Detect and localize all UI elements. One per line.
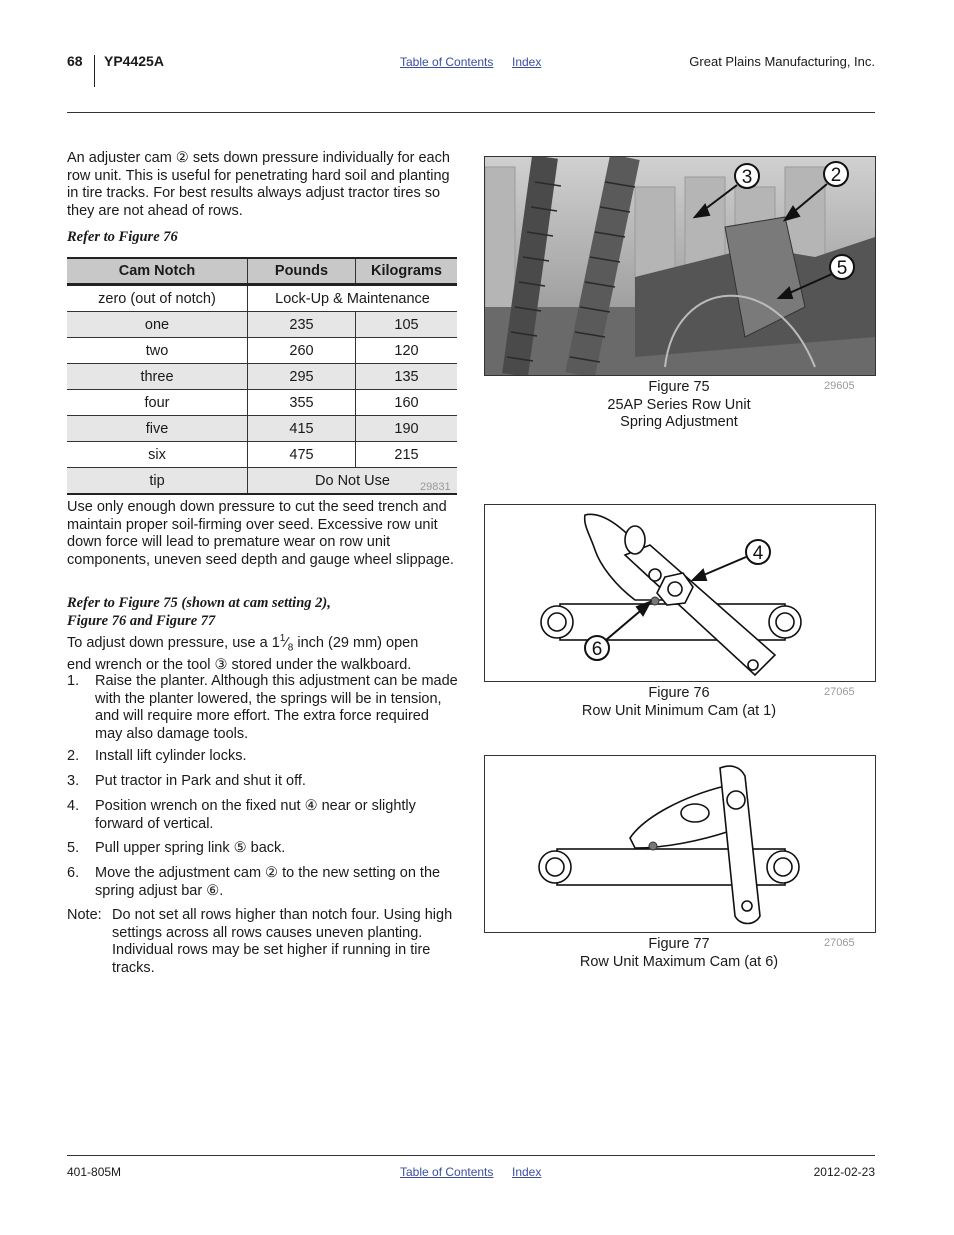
callout-4: 4: [752, 543, 764, 564]
callout-5: 5: [836, 258, 848, 279]
figure-76-image-number: 27065: [824, 686, 855, 698]
document-number: 401-805M: [67, 1165, 122, 1179]
intro-paragraph: An adjuster cam ② sets down pressure individually for each row unit. This is useful for penetrating hard soil and planting in tire tracks. For best results always adjust tractor tires so they are not ahead of rows.: [67, 150, 450, 219]
header-divider: [94, 55, 95, 87]
row-unit-photo: [485, 157, 875, 375]
table-row: [67, 468, 457, 495]
maximum-cam-drawing: [485, 756, 875, 932]
company-name: Great Plains Manufacturing, Inc.: [689, 54, 875, 69]
col-header-pounds: Pounds: [248, 258, 356, 285]
page-number: 68: [67, 53, 83, 69]
minimum-cam-drawing: [485, 505, 875, 681]
figure-76-drawing: [484, 504, 876, 682]
cell-kg: 160: [356, 390, 458, 416]
col-header-kilograms: Kilograms: [356, 258, 458, 285]
intro-figure-reference: Refer to Figure 76: [67, 229, 178, 245]
cell-notch: one: [67, 312, 248, 338]
note: Note: Do not set all rows higher than notch four. Using high settings across all rows causes uneven planting. Individual rows may be set higher if running in tire tracks.: [67, 907, 453, 976]
cell-notch: zero (out of notch): [67, 285, 248, 312]
cell-pounds: 295: [248, 364, 356, 390]
header-toc-link[interactable]: Table of Contents: [400, 55, 494, 69]
col-header-cam-notch: Cam Notch: [67, 258, 248, 285]
cell-pounds: 260: [248, 338, 356, 364]
table-row: [67, 442, 457, 468]
callout-3: 3: [741, 167, 753, 188]
list-item: 5. Pull upper spring link ⑤ back.: [67, 840, 286, 856]
figure-75-photo: [484, 156, 876, 376]
model-number: YP4425A: [104, 53, 164, 69]
cell-kg: 190: [356, 416, 458, 442]
cell-pounds: 475: [248, 442, 356, 468]
list-item: 3. Put tractor in Park and shut it off.: [67, 773, 306, 789]
down-pressure-paragraph: Use only enough down pressure to cut the seed trench and maintain proper soil-firming over seed. Excessive row unit down force will lead to premature wear on row unit components, uneven seed depth and gauge wheel slippage.: [67, 499, 454, 568]
cell-merged: Lock-Up & Maintenance: [248, 285, 458, 312]
cell-merged: Do Not Use: [248, 468, 458, 495]
footer-index-link[interactable]: Index: [512, 1165, 542, 1179]
figure-77-image-number: 27065: [824, 937, 855, 949]
cell-notch: two: [67, 338, 248, 364]
adjust-instructions: To adjust down pressure, use a $1^1⁄_8$ inch (29 mm) open end wrench or the tool ③ stored under the walkboard.: [67, 633, 419, 674]
cell-notch: tip: [67, 468, 248, 495]
cell-notch: six: [67, 442, 248, 468]
cell-notch: four: [67, 390, 248, 416]
header-rule: [67, 112, 875, 113]
figure-77-caption: Figure 77 Row Unit Maximum Cam (at 6): [579, 936, 779, 970]
table-row: [67, 338, 457, 364]
cell-kg: 215: [356, 442, 458, 468]
footer-rule: [67, 1155, 875, 1156]
figure-75-image-number: 29605: [824, 380, 855, 392]
figures-reference-line2: Figure 76 and Figure 77: [67, 613, 216, 629]
cell-pounds: 415: [248, 416, 356, 442]
cell-notch: five: [67, 416, 248, 442]
header-index-link[interactable]: Index: [512, 55, 542, 69]
table-image-number: 29831: [420, 481, 451, 493]
list-item: 1. Raise the planter. Although this adjustment can be made with the planter lowered, the springs will be in tension, and will require more effort. The extra force required may also damage tools.: [67, 673, 458, 742]
figure-77-drawing: [484, 755, 876, 933]
table-row: [67, 390, 457, 416]
cell-pounds: 235: [248, 312, 356, 338]
cell-pounds: 355: [248, 390, 356, 416]
figure-76-caption: Figure 76 Row Unit Minimum Cam (at 1): [581, 685, 777, 719]
cell-kg: 135: [356, 364, 458, 390]
list-item: 4. Position wrench on the fixed nut ④ near or slightly forward of vertical.: [67, 798, 416, 832]
table-row: [67, 364, 457, 390]
list-item: 2. Install lift cylinder locks.: [67, 748, 247, 764]
callout-6: 6: [591, 639, 603, 660]
table-row: [67, 416, 457, 442]
figures-reference-line1: Refer to Figure 75 (shown at cam setting 2),: [67, 595, 331, 611]
publication-date: 2012-02-23: [813, 1165, 875, 1179]
footer-toc-link[interactable]: Table of Contents: [400, 1165, 494, 1179]
table-row: [67, 312, 457, 338]
table-row: [67, 285, 457, 312]
list-item: 6. Move the adjustment cam ② to the new setting on the spring adjust bar ⑥.: [67, 865, 441, 899]
figure-75-caption: Figure 75 25AP Series Row Unit Spring Adjustment: [607, 379, 751, 430]
cell-notch: three: [67, 364, 248, 390]
callout-2: 2: [830, 165, 842, 186]
cell-kg: 120: [356, 338, 458, 364]
cam-notch-table: [67, 257, 457, 495]
cell-kg: 105: [356, 312, 458, 338]
